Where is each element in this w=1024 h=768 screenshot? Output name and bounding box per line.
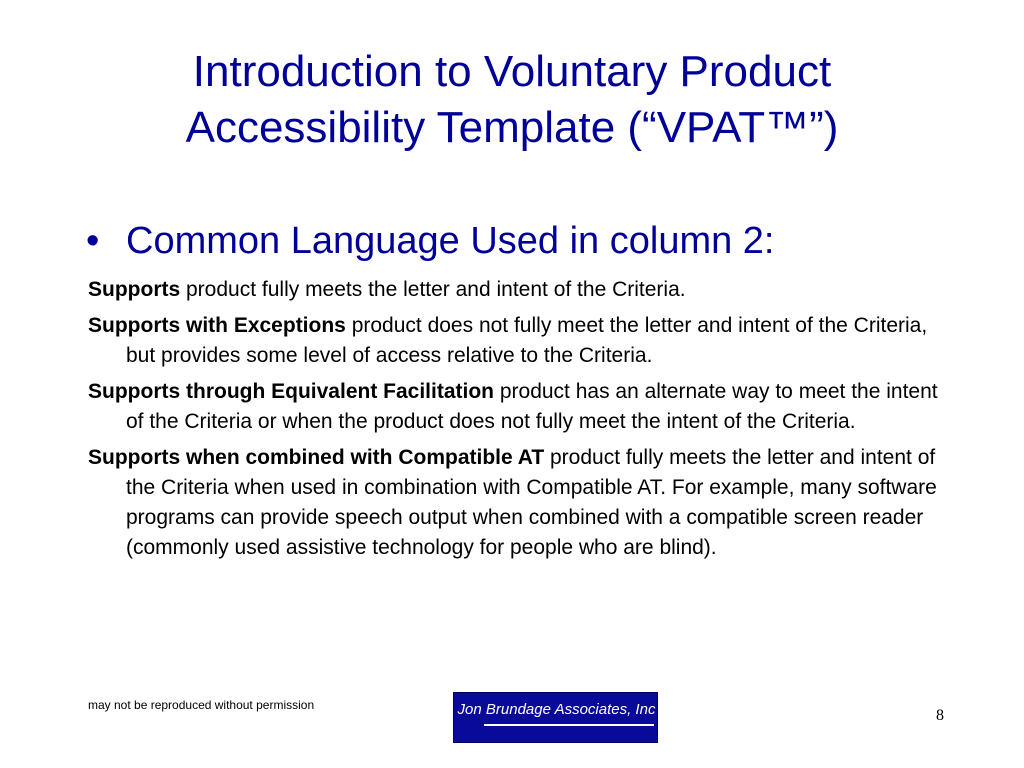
company-logo bbox=[453, 692, 658, 743]
definition-term: Supports through Equivalent Facilitation bbox=[88, 380, 495, 403]
copyright-note: may not be reproduced without permission bbox=[88, 698, 315, 712]
slide-title-line-2: Accessibility Template (“VPAT™”) bbox=[185, 103, 839, 152]
definition-term: Supports when combined with Compatible AT bbox=[88, 446, 545, 469]
definition-text: product has an alternate way to meet the intent of the Criteria or when the product does not fully meet the intent of the Criteria. bbox=[126, 380, 938, 433]
definition-supports-compatible-at bbox=[88, 443, 938, 563]
definitions-list bbox=[88, 275, 938, 569]
definition-text: product does not fully meet the letter and intent of the Criteria, but provides some level of access relative to the Criteria. bbox=[126, 314, 928, 367]
bullet-marker: • bbox=[86, 220, 100, 262]
company-logo-text: Jon Brundage Associates, Inc bbox=[457, 701, 656, 718]
definition-term: Supports bbox=[88, 278, 181, 301]
definition-text: product fully meets the letter and intent of the Criteria. bbox=[180, 278, 686, 301]
definition-term: Supports with Exceptions bbox=[88, 314, 346, 337]
definition-supports-with-exceptions bbox=[88, 311, 938, 371]
page-number: 8 bbox=[936, 707, 944, 724]
bullet-heading-text: Common Language Used in column 2: bbox=[126, 220, 775, 262]
logo-underline bbox=[484, 724, 654, 726]
slide-title-line-1: Introduction to Voluntary Product bbox=[192, 47, 832, 96]
definition-supports-equivalent-facilitation bbox=[88, 377, 938, 437]
slide-title bbox=[60, 44, 964, 156]
bullet-heading bbox=[86, 218, 775, 264]
definition-supports bbox=[88, 275, 938, 305]
definition-text: product fully meets the letter and intent of the Criteria when used in combination with Compatible AT. For example, many software programs can provide speech output when combined with a compatible screen reader (commonly used assistive technology for people who are blind). bbox=[126, 446, 937, 559]
